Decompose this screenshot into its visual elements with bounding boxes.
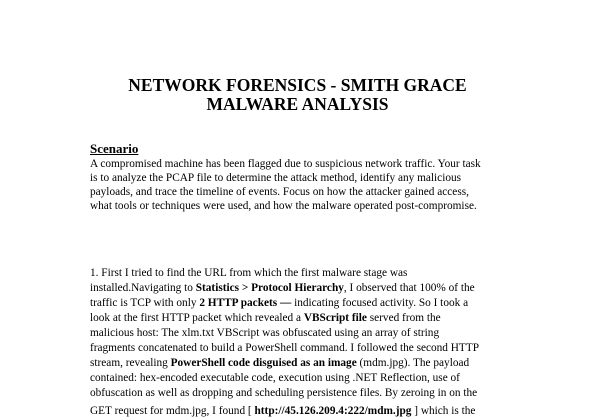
http-packet-count: 2 HTTP packets — [199, 297, 292, 309]
analysis-text: ] which is the [411, 405, 476, 417]
analysis-line-8: contained: hex-encoded executable code, execution using .NET Reflection, use of [90, 372, 460, 384]
scenario-line-4: what tools or techniques were used, and how the malware operated post-compromise. [90, 200, 477, 212]
analysis-line-5: malicious host: The xlm.txt VBScript was obfuscated using an array of string [90, 327, 440, 339]
powershell-image-term: PowerShell code disguised as an image [170, 357, 357, 369]
scenario-line-2: is to analyze the PCAP file to determine the attack method, identify any malicious [90, 172, 462, 184]
analysis-line-9: obfuscation as well as dropping and scheduling persistence files. By zeroing in on the [90, 387, 478, 399]
scenario-line-3: payloads, and trace the timeline of events. Focus on how the attacker gained access, [90, 186, 469, 198]
analysis-text: , I observed that 100% of the [343, 282, 475, 294]
scenario-heading: Scenario [90, 141, 139, 156]
analysis-line-6: fragments concatenated to build a PowerShell command. I followed the second HTTP [90, 342, 480, 354]
document-title-line-2: MALWARE ANALYSIS [206, 94, 389, 114]
analysis-text: stream, revealing [90, 357, 171, 369]
analysis-text: indicating focused activity. So I took a [291, 297, 469, 309]
analysis-line-10 [90, 404, 475, 418]
analysis-line-2 [90, 281, 475, 295]
analysis-line-7 [90, 356, 469, 370]
analysis-line-1: 1. First I tried to find the URL from which the first malware stage was [90, 267, 408, 279]
analysis-line-4 [90, 311, 441, 325]
analysis-text: traffic is TCP with only [90, 297, 200, 309]
analysis-text: GET request for mdm.jpg, I found [ [90, 405, 255, 417]
analysis-line-3 [90, 296, 468, 310]
scenario-line-1: A compromised machine has been flagged due to suspicious network traffic. Your task [90, 158, 481, 170]
malware-url: http://45.126.209.4:222/mdm.jpg [254, 405, 412, 417]
document-title-line-1: NETWORK FORENSICS - SMITH GRACE [128, 75, 467, 95]
protocol-hierarchy-menu-path: Statistics > Protocol Hierarchy [195, 282, 344, 294]
analysis-text: installed.Navigating to [90, 282, 196, 294]
analysis-text: served from the [366, 312, 441, 324]
analysis-text: look at the first HTTP packet which revealed a [90, 312, 304, 324]
vbscript-file-term: VBScript file [303, 312, 367, 324]
analysis-text: (mdm.jpg). The payload [356, 357, 470, 369]
